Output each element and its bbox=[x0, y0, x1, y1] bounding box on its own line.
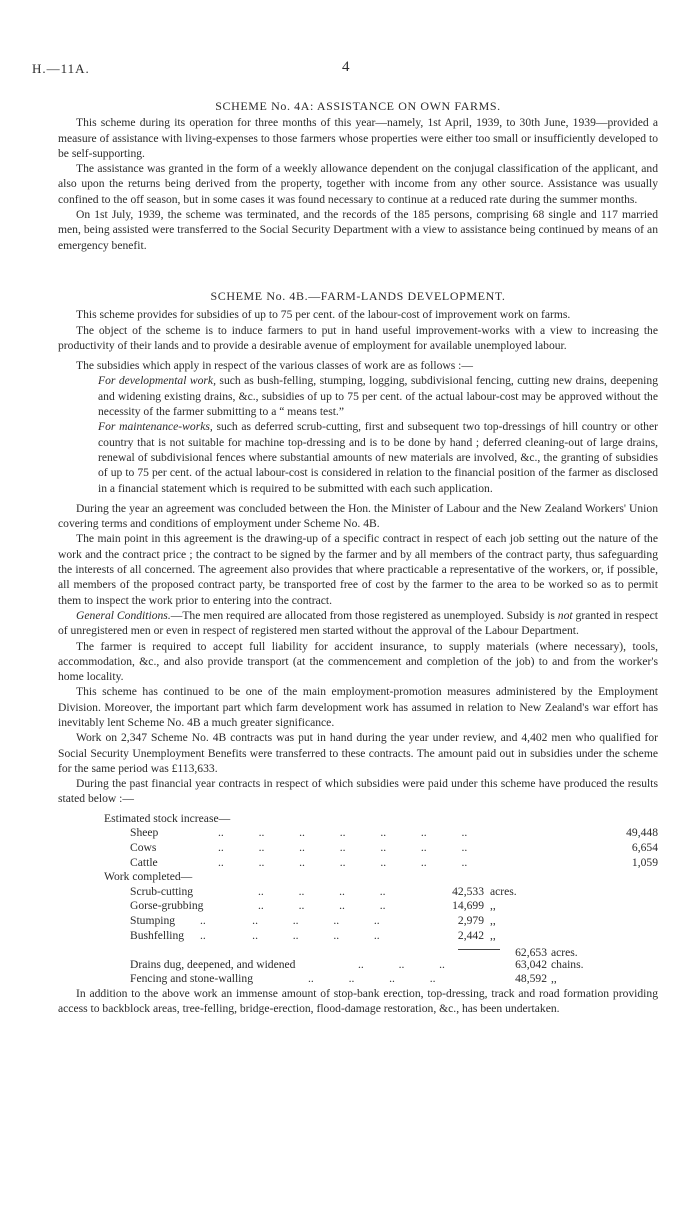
bushfelling-row: Bushfelling .. .. .. .. .. 2,442 ,, bbox=[130, 928, 496, 942]
total-acres-value: 62,653 bbox=[515, 946, 547, 960]
sheep-row: Sheep .. .. .. .. .. .. .. 49,448 bbox=[130, 826, 658, 840]
general-conditions-text-a: —The men required are allocated from those registered as unemployed. Subsidy is bbox=[170, 608, 558, 622]
scheme-4b-paragraph-9: During the past financial year contracts in respect of which subsidies were paid under this scheme have produced the results stated below :— bbox=[58, 777, 658, 806]
scheme-4b-paragraph-5: The main point in this agreement is the drawing-up of a specific contract in respect of each job setting out the nature of the work and the contract price ; the contract to be signed by the farmer and by all members of the contract party, thus safeguarding the interests of all concerned. The agreement also provides that where practicable a representative of the workers, or, if possible, all members of the proposed contract party, be transported free of cost by the farmer to the area to be worked so as to permit them to inspect the work prior to entering into the contract. bbox=[58, 532, 658, 607]
scheme-4b-paragraph-8: Work on 2,347 Scheme No. 4B contracts was put in hand during the year under review, and 4,402 men who qualified for Social Security Unemployment Benefits were transferred to these contracts. The amount paid out in subsidies under the scheme for the same period was £113,633. bbox=[58, 731, 658, 775]
scheme-4b-paragraph-6: The farmer is required to accept full liability for accident insurance, to supply materials (where necessary), tools, accommodation, &c., and also provide transport (at the commencement and completion of the job) to and from the worker's home locality. bbox=[58, 639, 658, 684]
scrub-cutting-label: Scrub-cutting bbox=[130, 884, 194, 898]
scrub-cutting-row: Scrub-cutting .. .. .. .. 42,533 acres. bbox=[130, 884, 517, 898]
fencing-value: 48,592 bbox=[515, 972, 547, 986]
stock-increase-label: Estimated stock increase— bbox=[104, 811, 231, 825]
fencing-unit: ,, bbox=[551, 972, 557, 986]
gorse-grubbing-row: Gorse-grubbing .. .. .. .. 14,699 ,, bbox=[130, 899, 496, 913]
scheme-4b-paragraph-4: During the year an agreement was concluded between the Hon. the Minister of Labour and the New Zealand Workers' Union covering terms and conditions of employment under Scheme No. 4B. bbox=[58, 501, 658, 531]
drains-row: Drains dug, deepened, and widened .. .. .. 63,042 chains. bbox=[130, 957, 584, 971]
stumping-unit: ,, bbox=[490, 913, 496, 927]
scheme-4b-paragraph-1: This scheme provides for subsidies of up to 75 per cent. of the labour-cost of improvement work on farms. bbox=[76, 308, 571, 322]
cows-row: Cows .. .. .. .. .. .. .. 6,654 bbox=[130, 840, 658, 854]
general-conditions-label: General Conditions. bbox=[76, 608, 171, 622]
results-table bbox=[58, 811, 658, 986]
gorse-grubbing-label: Gorse-grubbing bbox=[130, 899, 204, 913]
drains-label: Drains dug, deepened, and widened bbox=[130, 957, 296, 971]
scheme-4a-paragraph-2: The assistance was granted in the form of a weekly allowance dependent on the conjugal classification of the applicant, and also upon the returns being derived from the property, together with income from any other source. Assistance was usually confined to the off season, but in some cases it was found necessary to continue at a reduced rate during the summer months. bbox=[58, 162, 658, 206]
work-completed-heading-row bbox=[58, 869, 658, 884]
scheme-4b-paragraph-2: The object of the scheme is to induce farmers to put in hand useful improvement-works with a view to increasing the productivity of their lands and to provide a desirable avenue of employment for available unemployed labour. bbox=[58, 323, 658, 352]
stock-increase-heading-row bbox=[58, 811, 658, 826]
fencing-row: Fencing and stone-walling .. .. .. .. 48,592 ,, bbox=[130, 972, 557, 986]
general-conditions-text-b: granted in respect of unregistered men or even in respect of registered men started without the approval of the Labour Department. bbox=[58, 608, 658, 638]
developmental-work-label: For developmental work, bbox=[98, 374, 216, 388]
total-acres-row bbox=[58, 942, 658, 960]
scheme-4a-heading: SCHEME No. 4A: ASSISTANCE ON OWN FARMS. bbox=[215, 99, 501, 113]
scheme-4b-paragraph-7: This scheme has continued to be one of the main employment-promotion measures administered by the Employment Division. Moreover, the important part which farm development work has assumed in relation to New Zealand's war effort has inevitably lent Scheme No. 4B a much greater significance. bbox=[58, 685, 658, 729]
bushfelling-value: 2,442 bbox=[457, 928, 484, 942]
drains-value: 63,042 bbox=[515, 957, 547, 971]
scrub-cutting-value: 42,533 bbox=[452, 884, 484, 898]
page-number: 4 bbox=[342, 59, 350, 75]
document-reference: H.—11A. bbox=[32, 61, 90, 76]
cattle-value: 1,059 bbox=[631, 855, 658, 869]
gorse-grubbing-unit: ,, bbox=[490, 899, 496, 913]
stumping-row: Stumping .. .. .. .. .. 2,979 ,, bbox=[130, 913, 496, 927]
maintenance-works-paragraph bbox=[98, 419, 658, 495]
work-completed-label: Work completed— bbox=[104, 870, 193, 884]
drains-unit: chains. bbox=[551, 957, 584, 971]
page-content bbox=[58, 95, 658, 1016]
cows-label: Cows bbox=[130, 840, 157, 854]
general-conditions-paragraph bbox=[58, 608, 658, 639]
scheme-4a-paragraph-3: On 1st July, 1939, the scheme was terminated, and the records of the 185 persons, comprising 68 single and 117 married men, being assisted were transferred to the Social Security Department with a view to assistance being continued by means of an emergency benefit. bbox=[58, 208, 658, 252]
sheep-label: Sheep bbox=[130, 826, 159, 840]
developmental-work-text: such as bush-felling, stumping, logging, subdivisional fencing, cutting new drains, deepening and widening existing drains, &c., subsidies of up to 75 per cent. of the actual labour-cost may be approved without the necessity of the farmer submitting to a “ means test.” bbox=[98, 374, 658, 419]
bushfelling-unit: ,, bbox=[490, 928, 496, 942]
cows-value: 6,654 bbox=[631, 840, 658, 854]
closing-paragraph: In addition to the above work an immense amount of stop-bank erection, top-dressing, track and road formation providing access to backblock areas, tree-felling, bridge-erection, flood-damage restoration, &c., has been undertaken. bbox=[58, 986, 658, 1016]
fencing-label: Fencing and stone-walling bbox=[130, 972, 253, 986]
stumping-value: 2,979 bbox=[457, 913, 484, 927]
total-acres-unit: acres. bbox=[551, 946, 578, 960]
cattle-label: Cattle bbox=[130, 855, 158, 869]
cattle-row: Cattle .. .. .. .. .. .. .. 1,059 bbox=[130, 855, 658, 869]
scheme-4a-paragraph-1: This scheme during its operation for three months of this year—namely, 1st April, 1939, to 30th June, 1939—provided a measure of assistance with living-expenses to those farmers whose properties were either too small or insufficiently developed to be self-supporting. bbox=[58, 116, 658, 160]
scheme-4b-paragraph-3: The subsidies which apply in respect of the various classes of work are as follows :— bbox=[76, 359, 473, 373]
developmental-work-paragraph bbox=[98, 373, 658, 419]
gorse-grubbing-value: 14,699 bbox=[452, 899, 484, 913]
scheme-4b-heading: SCHEME No. 4B.—FARM-LANDS DEVELOPMENT. bbox=[210, 288, 506, 303]
stumping-label: Stumping bbox=[130, 913, 176, 927]
bushfelling-label: Bushfelling bbox=[130, 928, 185, 942]
scrub-cutting-unit: acres. bbox=[490, 884, 517, 898]
maintenance-works-text: such as deferred scrub-cutting, first and subsequent two top-dressings of hill country or other country that is not suitable for machine top-dressing and is to be done by hand ; deferred cleaning-out of large drains, renewal of subdivisional fences where substantial amounts of new materials are involved, &c., the granting of subsidies of up to 75 per cent. of the actual labour-cost is considered in relation to the financial position of the farmer as disclosed in a financial statement which is required to be submitted with each such application. bbox=[98, 420, 658, 495]
sheep-value: 49,448 bbox=[626, 826, 658, 840]
maintenance-works-label: For maintenance-works, bbox=[98, 420, 213, 434]
general-conditions-not: not bbox=[557, 608, 573, 622]
